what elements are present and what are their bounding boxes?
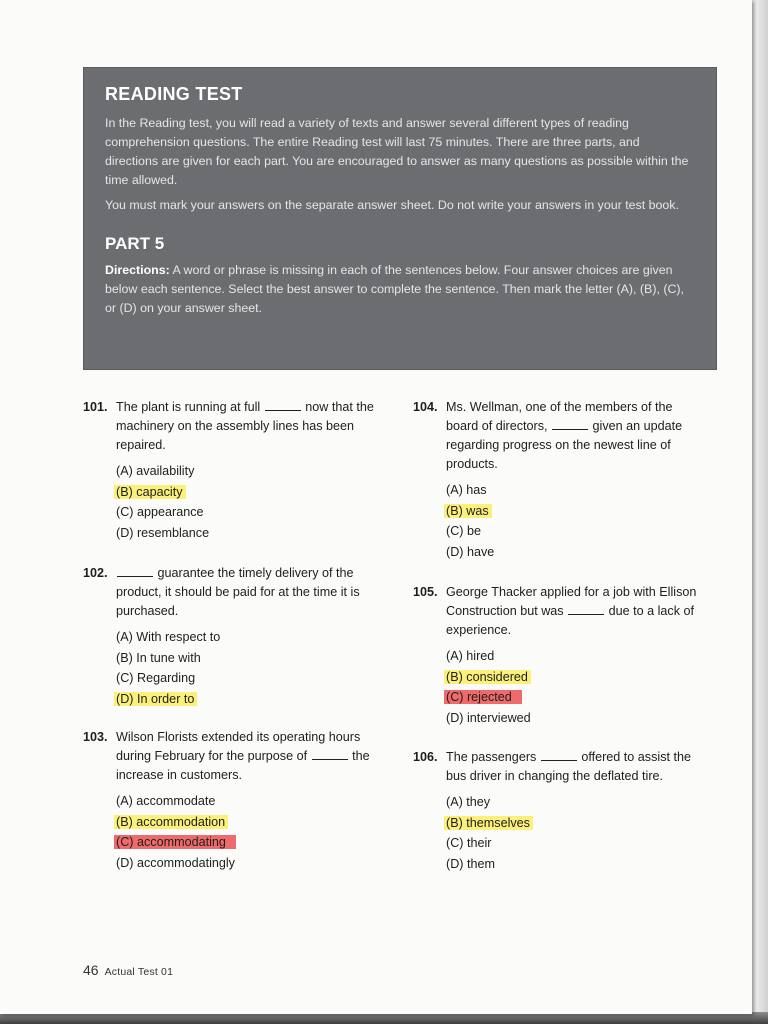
option-c[interactable] (116, 668, 363, 689)
question-101 (83, 398, 374, 543)
option-label: (C) Regarding (116, 671, 196, 686)
page-footer (83, 962, 173, 978)
red-highlight: (C) rejected (444, 690, 522, 704)
section-title: Actual Test 01 (104, 966, 174, 978)
answer-options (116, 627, 363, 709)
stem-text-after: guarantee the timely delivery of the product, it should be paid for at the time it is purchased. (116, 566, 360, 618)
question-stem (116, 564, 378, 621)
question-stem (446, 748, 708, 786)
answer-blank (541, 748, 577, 761)
option-label: (D) accommodatingly (116, 855, 235, 870)
option-d[interactable] (116, 689, 363, 710)
question-stem (116, 398, 378, 455)
option-b[interactable] (116, 812, 363, 833)
option-label: (B) In tune with (116, 650, 201, 665)
option-b[interactable] (116, 482, 363, 503)
question-number: 101. (83, 400, 108, 414)
option-b[interactable] (446, 501, 693, 522)
answer-blank (568, 602, 604, 615)
option-c[interactable] (446, 521, 693, 542)
answer-blank (552, 417, 588, 430)
answer-options (446, 792, 693, 874)
option-d[interactable] (116, 523, 363, 544)
option-label: (C) appearance (116, 505, 204, 520)
yellow-highlight: (B) was (444, 504, 492, 518)
question-stem (116, 728, 378, 785)
page-number: 46 (83, 962, 99, 978)
option-c[interactable] (446, 687, 693, 708)
banner-intro-paragraph: In the Reading test, you will read a variety of texts and answer several different types of reading comprehension questions. The entire Reading test will last 75 minutes. There are three parts, and directions are given for each part. You are encouraged to answer as many questions as possible within the time allowed. (105, 116, 689, 187)
question-number: 105. (413, 585, 438, 599)
answer-blank (117, 564, 153, 577)
stem-text-before: The passengers (446, 750, 537, 764)
option-a[interactable] (446, 480, 693, 501)
stem-text-after: the increase in customers. (116, 749, 370, 782)
part-title: PART 5 (105, 234, 165, 253)
answer-options (446, 480, 693, 562)
option-d[interactable] (116, 853, 363, 874)
red-highlight: (C) accommodating (114, 835, 236, 849)
answer-options (116, 791, 363, 873)
stem-text-after: given an update regarding progress on the newest line of products. (446, 419, 683, 471)
stem-text-before: Ms. Wellman, one of the members of the board of directors, (446, 400, 673, 433)
option-a[interactable] (446, 646, 693, 667)
question-number: 103. (83, 730, 108, 744)
option-c[interactable] (116, 502, 363, 523)
question-106 (413, 748, 693, 874)
stem-text-before: Wilson Florists extended its operating hours during February for the purpose of (116, 730, 361, 763)
option-label: (D) resemblance (116, 525, 210, 540)
option-a[interactable] (116, 627, 363, 648)
yellow-highlight: (B) capacity (114, 485, 186, 499)
option-label: (A) they (446, 795, 491, 809)
reading-test-banner (83, 67, 717, 370)
question-103 (83, 728, 370, 873)
stem-text-after: due to a lack of experience. (446, 604, 695, 637)
directions-label: Directions: (105, 263, 170, 277)
option-a[interactable] (116, 791, 363, 812)
option-b[interactable] (446, 667, 693, 688)
option-label: (C) be (446, 524, 481, 539)
stem-text-after: offered to assist the bus driver in changing the deflated tire. (446, 750, 691, 783)
yellow-highlight: (B) accommodation (114, 815, 228, 829)
question-102 (83, 564, 363, 709)
stem-text-before: George Thacker applied for a job with Ellison Construction but was (446, 585, 697, 618)
banner-title: READING TEST (105, 84, 243, 104)
option-b[interactable] (116, 648, 363, 669)
yellow-highlight: (B) themselves (444, 816, 533, 830)
directions-text: A word or phrase is missing in each of the sentences below. Four answer choices are given below each sentence. Select the best answer to complete the sentence. Then mark the letter (A), (B), (C), or (D) on your answer sheet. (105, 263, 684, 315)
option-label: (A) hired (446, 649, 495, 663)
option-label: (D) them (446, 856, 495, 871)
answer-blank (312, 747, 348, 760)
option-label: (D) interviewed (446, 710, 531, 725)
answer-options (116, 461, 363, 543)
option-label: (A) accommodate (116, 794, 216, 808)
yellow-highlight: (D) In order to (114, 692, 197, 706)
question-stem (446, 583, 708, 640)
question-number: 106. (413, 750, 438, 764)
option-label: (A) availability (116, 464, 195, 478)
question-number: 102. (83, 566, 108, 580)
question-number: 104. (413, 400, 438, 414)
option-label: (D) have (446, 544, 495, 559)
stem-text-before: The plant is running at full (116, 400, 261, 414)
option-c[interactable] (446, 833, 693, 854)
question-stem (446, 398, 708, 474)
part-directions (105, 261, 696, 318)
answer-blank (265, 398, 301, 411)
option-d[interactable] (446, 854, 693, 875)
banner-answer-sheet-note: You must mark your answers on the separate answer sheet. Do not write your answers in your test book. (105, 198, 679, 212)
option-label: (A) has (446, 483, 487, 497)
option-a[interactable] (446, 792, 693, 813)
option-label: (C) their (446, 836, 492, 851)
yellow-highlight: (B) considered (444, 670, 531, 684)
option-a[interactable] (116, 461, 363, 482)
option-b[interactable] (446, 813, 693, 834)
question-104 (413, 398, 693, 562)
stem-text-after: now that the machinery on the assembly lines has been repaired. (116, 400, 374, 452)
option-c[interactable] (116, 832, 363, 853)
option-d[interactable] (446, 542, 693, 563)
question-105 (413, 583, 697, 728)
option-label: (A) With respect to (116, 630, 221, 644)
answer-options (446, 646, 693, 728)
option-d[interactable] (446, 708, 693, 729)
